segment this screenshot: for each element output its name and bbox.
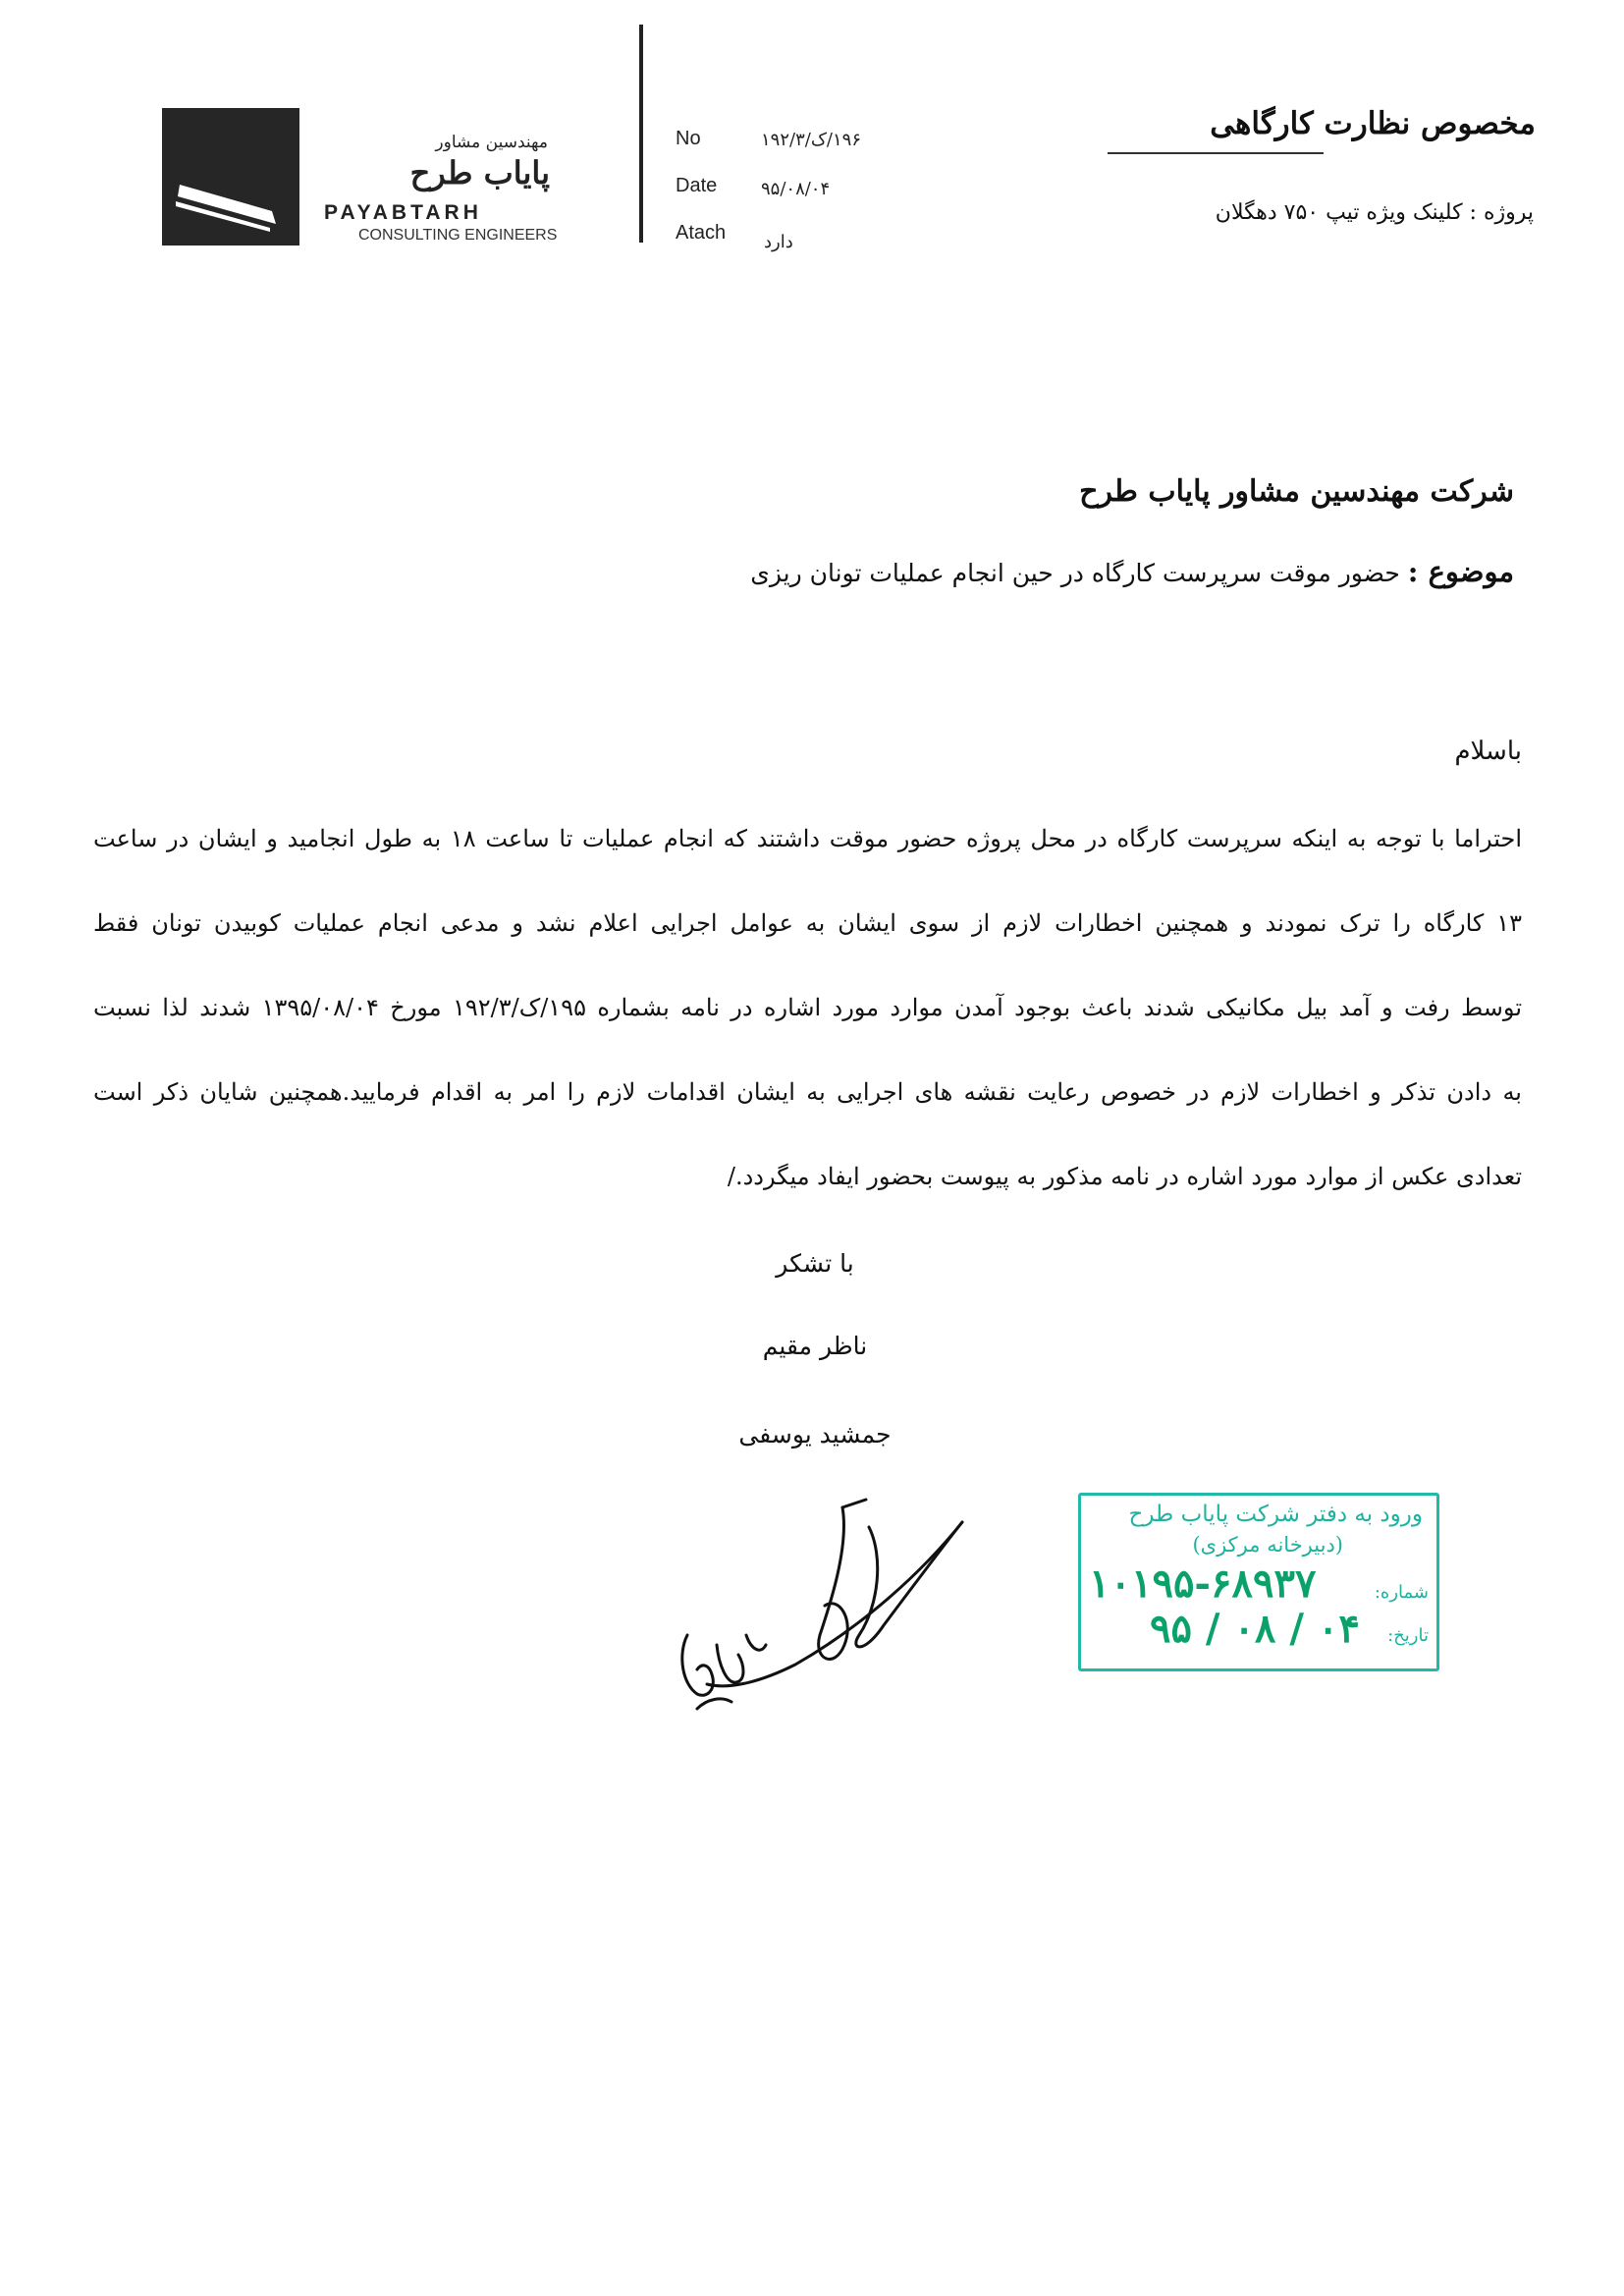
brand-block xyxy=(314,123,599,250)
reception-stamp xyxy=(1078,1493,1439,1671)
stamp-date-label: تاریخ: xyxy=(1387,1625,1429,1646)
closing-text: با تشکر xyxy=(776,1249,854,1278)
company-logo xyxy=(162,108,299,246)
body-line-4: به دادن تذکر و اخطارات لازم در خصوص رعایت نقشه های اجرایی به ایشان اقدامات لازم را امر به اقدام فرمایید.همچنین شایان ذکر است xyxy=(93,1078,1522,1106)
body-line-3: توسط رفت و آمد بیل مکانیکی شدند باعث بوجود آمدن موارد مورد اشاره در نامه بشماره ۱۹۵/ک/۱۹۲/۳ مورخ ۱۳۹۵/۰۸/۰۴ شدند لذا نسبت xyxy=(93,994,1522,1021)
signer-role: ناظر مقیم xyxy=(762,1332,868,1360)
stamp-subtitle: (دبیرخانه مرکزی) xyxy=(1192,1533,1343,1557)
body-line-2: ۱۳ کارگاه را ترک نمودند و همچنین اخطارات لازم از سوی ایشان به عوامل اجرایی اعلام نشد و مدعی انجام عملیات کوبیدن تونان فقط xyxy=(93,909,1522,937)
subject-line xyxy=(750,555,1514,588)
header-divider xyxy=(639,25,643,243)
heading-underline xyxy=(1108,152,1324,154)
handwritten-signature xyxy=(648,1488,982,1727)
greeting: باسلام xyxy=(1454,737,1522,766)
body-line-1: احتراما با توجه به اینکه سرپرست کارگاه در محل پروژه حضور موقت داشتند که انجام عملیات تا ساعت ۱۸ به طول انجامید و ایشان در ساعت xyxy=(93,825,1522,852)
date-label: Date xyxy=(676,175,718,196)
stamp-date-value: ۹۵ / ۰۸ / ۰۴ xyxy=(1150,1606,1360,1652)
subject-label: موضوع : xyxy=(1407,555,1514,588)
attach-value: دارد xyxy=(764,232,793,252)
attach-label: Atach xyxy=(676,222,727,244)
stamp-number-label: شماره: xyxy=(1374,1582,1429,1603)
date-value: ۹۵/۰۸/۰۴ xyxy=(761,179,831,199)
recipient-company: شرکت مهندسین مشاور پایاب طرح xyxy=(1079,474,1514,509)
signer-name: جمشید یوسفی xyxy=(738,1420,892,1449)
project-line: پروژه : کلینک ویژه تیپ ۷۵۰ دهگلان xyxy=(1215,200,1534,225)
body-line-5: تعدادی عکس از موارد مورد اشاره در نامه مذکور به پیوست بحضور ایفاد میگردد./ xyxy=(727,1163,1522,1190)
brand-subtitle: CONSULTING ENGINEERS xyxy=(358,227,558,244)
brand-latin: PAYABTARH xyxy=(324,201,482,224)
stamp-number-value: ۱۰۱۹۵-۶۸۹۳۷ xyxy=(1089,1560,1317,1607)
brand-name: پایاب طرح xyxy=(409,154,550,191)
brand-small-text: مهندسین مشاور xyxy=(435,133,548,152)
stamp-title: ورود به دفتر شرکت پایاب طرح xyxy=(1128,1502,1423,1527)
subject-text: حضور موقت سرپرست کارگاه در حین انجام عملیات تونان ریزی xyxy=(750,559,1400,587)
no-value: ۱۹۶/ک/۱۹۲/۳ xyxy=(761,130,862,150)
no-label: No xyxy=(676,128,701,149)
document-heading: مخصوص نظارت کارگاهی xyxy=(1210,106,1536,141)
